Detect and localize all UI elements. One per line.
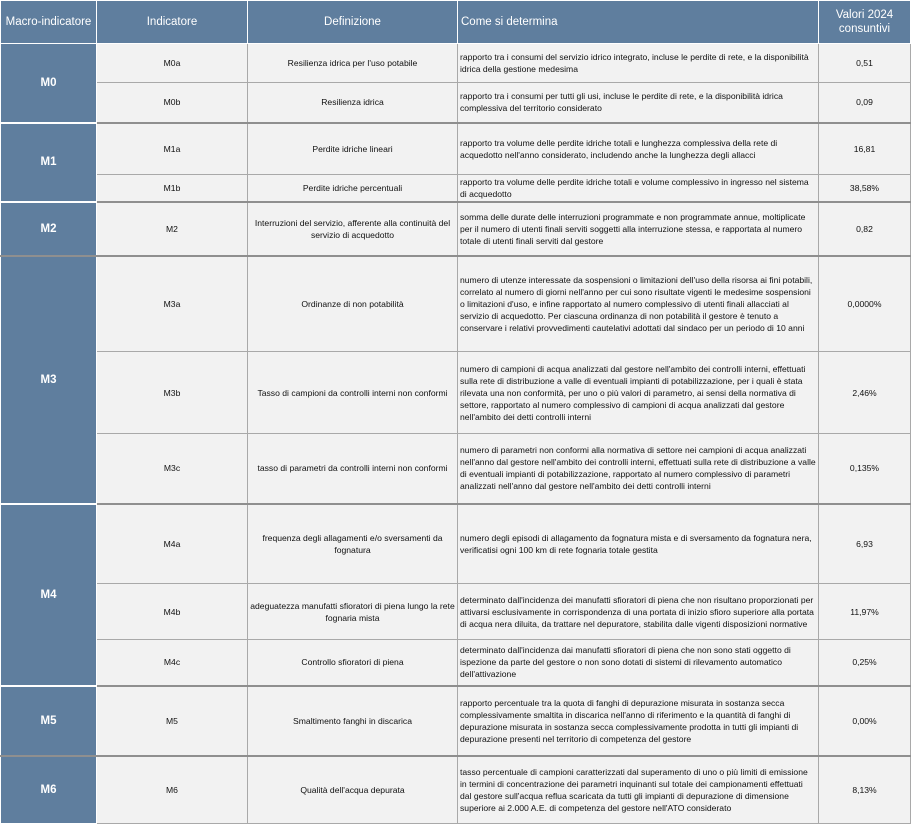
indicator-method: rapporto percentuale tra la quota di fanghi di depurazione misurata in sostanza secca complessivamente smaltita in discarica nell'anno di riferimento e la quantità di fanghi di depurazione misurata in sostanza secca complessivamente prodotta in tutti gli impianti di depurazione presenti nel territorio di competenza del gestore [458,686,819,756]
indicator-method: rapporto tra i consumi del servizio idrico integrato, incluse le perdite di rete, e la disponibilità idrica della gestione medesima [458,44,819,83]
table-row [1,434,911,504]
indicator-method: rapporto tra volume delle perdite idriche totali e lunghezza complessiva della rete di acquedotto nell'anno considerato, includendo anche la lunghezza degli allacci [458,123,819,175]
table-row [1,202,911,256]
indicator-value: 0,09 [819,83,911,123]
indicator-code: M4a [97,504,248,584]
table-row [1,504,911,584]
table-row [1,256,911,352]
indicator-method: numero degli episodi di allagamento da fognatura mista e di sversamento da fognatura nera, verificatisi ogni 100 km di rete fognaria totale gestita [458,504,819,584]
indicator-value: 0,51 [819,44,911,83]
indicator-value: 0,00% [819,686,911,756]
indicator-method: rapporto tra i consumi per tutti gli usi, incluse le perdite di rete, e la disponibilità idrica complessiva del territorio considerato [458,83,819,123]
macro-cell: M5 [1,686,97,756]
indicator-definition: frequenza degli allagamenti e/o sversamenti da fognatura [248,504,458,584]
indicator-code: M2 [97,202,248,256]
header-come: Come si determina [458,1,819,44]
indicator-method: somma delle durate delle interruzioni programmate e non programmate annue, moltiplicate per il numero di utenti finali serviti soggetti alla interruzione stessa, e rapportata al numero totale di utenti finali serviti dal gestore [458,202,819,256]
indicator-code: M6 [97,756,248,824]
header-macro: Macro-indicatore [1,1,97,44]
indicator-definition: Tasso di campioni da controlli interni non conformi [248,352,458,434]
indicator-method: rapporto tra volume delle perdite idriche totali e volume complessivo in ingresso nel sistema di acquedotto [458,175,819,202]
table-row [1,686,911,756]
indicator-value: 38,58% [819,175,911,202]
indicator-definition: Controllo sfioratori di piena [248,640,458,686]
table-row [1,83,911,123]
table-row [1,756,911,824]
macro-cell: M4 [1,504,97,686]
indicator-code: M4c [97,640,248,686]
macro-cell: M3 [1,256,97,504]
indicator-code: M5 [97,686,248,756]
indicator-value: 0,135% [819,434,911,504]
indicator-value: 0,25% [819,640,911,686]
indicator-definition: Resilienza idrica [248,83,458,123]
indicator-method: numero di campioni di acqua analizzati dal gestore nell'ambito dei controlli interni, effettuati sulla rete di distribuzione a valle di eventuali impianti di potabilizzazione, per i quali è stata rilevata una non conformità, per uno o più valori di parametro, ai sensi della normativa di settore, rapportato al numero complessivo di campioni di acqua analizzati dal gestore nell'ambito dei detti controlli interni [458,352,819,434]
indicator-value: 16,81 [819,123,911,175]
indicator-method: determinato dall'incidenza dai manufatti sfioratori di piena che non sono stati oggetto di ispezione da parte del gestore o non sono dotati di sistemi di rilevamento automatico dell'attivazione [458,640,819,686]
indicator-definition: adeguatezza manufatti sfioratori di piena lungo la rete fognaria mista [248,584,458,640]
table-row [1,175,911,202]
indicator-value: 11,97% [819,584,911,640]
indicator-definition: Ordinanze di non potabilità [248,256,458,352]
indicator-method: numero di parametri non conformi alla normativa di settore nei campioni di acqua analizzati nell'anno dal gestore nell'ambito dei controlli interni, effettuati sulla rete di distribuzione a valle di eventuali impianti di potabilizzazione, rapportato al numero complessivo di parametri analizzati nell'anno dal gestore nell'ambito dei detti controlli interni [458,434,819,504]
macro-cell: M6 [1,756,97,824]
table-row [1,352,911,434]
indicator-value: 8,13% [819,756,911,824]
indicator-method: tasso percentuale di campioni caratterizzati dal superamento di uno o più limiti di emissione in termini di concentrazione dei parametri inquinanti sul totale dei campionamenti effettuati dal gestore sull'acqua reflua scaricata da tutti gli impianti di depurazione di dimensione superiore ai 2.000 A.E. di competenza del gestore nell'ATO considerato [458,756,819,824]
indicator-code: M1b [97,175,248,202]
table-row [1,44,911,83]
indicator-code: M0a [97,44,248,83]
indicator-definition: Resilienza idrica per l'uso potabile [248,44,458,83]
header-indicatore: Indicatore [97,1,248,44]
indicator-definition: Qualità dell'acqua depurata [248,756,458,824]
header-definizione: Definizione [248,1,458,44]
indicator-value: 0,0000% [819,256,911,352]
indicator-method: numero di utenze interessate da sospensioni o limitazioni dell'uso della risorsa ai fini potabili, correlato al numero di giorni nell'anno per cui sono risultate vigenti le medesime sospensioni o limitazioni d'uso, e infine rapportato al numero complessivo di utenti finali allacciati al servizio di acquedotto. Per ciascuna ordinanza di non potabilità il gestore è tenuto a conservare i relativi provvedimenti cautelativi adottati dal sindaco per un periodo di 10 anni [458,256,819,352]
indicator-definition: tasso di parametri da controlli interni non conformi [248,434,458,504]
indicator-code: M0b [97,83,248,123]
header-valori: Valori 2024 consuntivi [819,1,911,44]
table-row [1,640,911,686]
indicator-value: 0,82 [819,202,911,256]
indicator-value: 6,93 [819,504,911,584]
indicator-method: determinato dall'incidenza dei manufatti sfioratori di piena che non risultano proporzionati per attivarsi esclusivamente in corrispondenza di una portata di inizio sfioro superiore alla portata di acqua nera diluita, da trattare nel depuratore, stabilita dalle vigenti disposizioni normative [458,584,819,640]
indicator-code: M3b [97,352,248,434]
table-row [1,123,911,175]
header-row [1,1,911,44]
indicator-code: M3c [97,434,248,504]
macro-cell: M1 [1,123,97,202]
indicator-definition: Interruzioni del servizio, afferente alla continuità del servizio di acquedotto [248,202,458,256]
indicator-code: M1a [97,123,248,175]
indicator-code: M3a [97,256,248,352]
table-row [1,584,911,640]
indicator-definition: Perdite idriche lineari [248,123,458,175]
indicator-definition: Perdite idriche percentuali [248,175,458,202]
macro-cell: M0 [1,44,97,123]
indicator-value: 2,46% [819,352,911,434]
macro-cell: M2 [1,202,97,256]
indicator-definition: Smaltimento fanghi in discarica [248,686,458,756]
indicator-code: M4b [97,584,248,640]
